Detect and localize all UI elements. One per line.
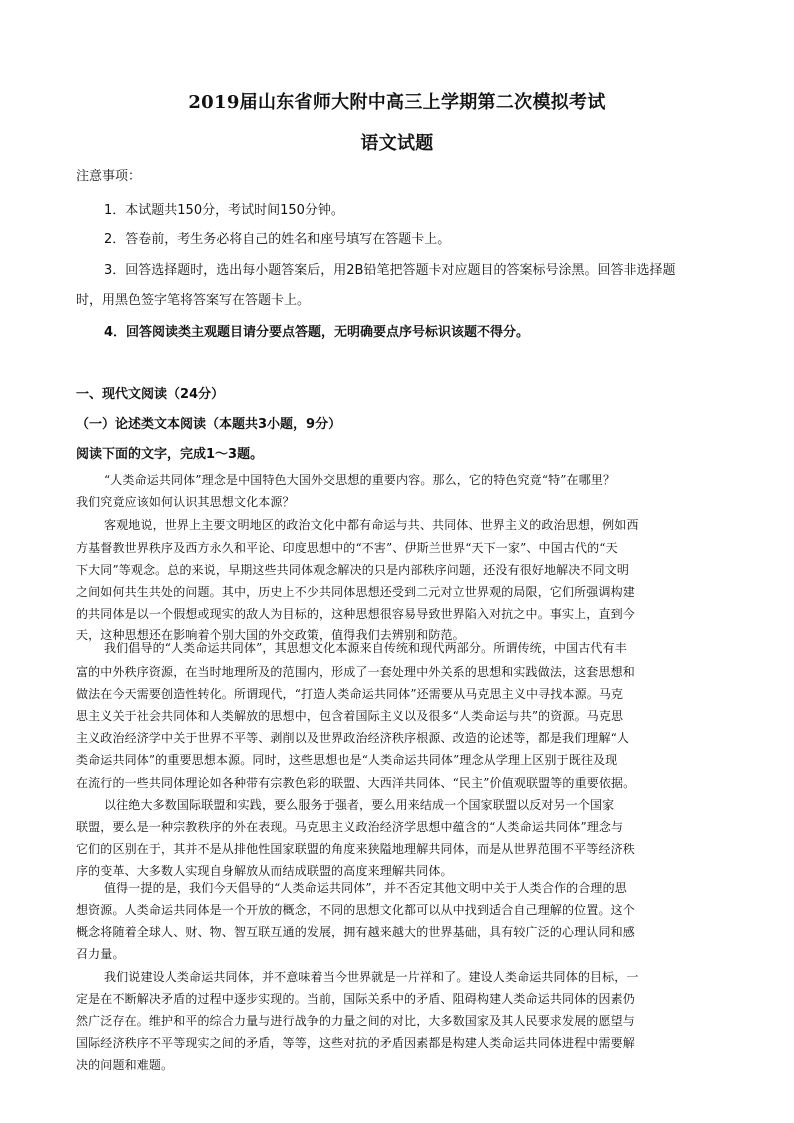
- passage-line: 以往绝大多数国际联盟和实践，要么服务于强者，要么用来结成一个国家联盟以反对另一个国家: [104, 798, 615, 812]
- passage-line: 下大同”等观念。总的来说，早期这些共同体观念解决的只是内部秩序问题，还没有很好地解决不同文明: [76, 563, 630, 577]
- passage-line: 富的中外秩序资源，在当时地理所及的范围内，形成了一套处理中外关系的思想和实践做法，这套思想和: [76, 665, 635, 679]
- passage-line: 我们究竟应该如何认识其思想文化本源？: [76, 495, 295, 509]
- exam-subject: 语文试题: [360, 133, 434, 154]
- passage-line: 然广泛存在。维护和平的综合力量与进行战争的力量之间的对比，大多数国家及其人民要求发展的愿望与: [76, 1014, 635, 1028]
- passage-line: 做法在今天需要创造性转化。所谓现代，“打造人类命运共同体”还需要从马克思主义中寻找本源。马克: [76, 687, 624, 701]
- passage-line: “人类命运共同体”理念是中国特色大国外交思想的重要内容。那么，它的特色究竟“特”在哪里？: [104, 473, 616, 487]
- notes-heading: 注意事项：: [76, 169, 142, 184]
- passage-line: 在流行的一些共同体理论如各种带有宗教色彩的联盟、大西洋共同体、“民主”价值观联盟等的重要依据。: [76, 776, 636, 790]
- passage-line: 定是在不断解决矛盾的过程中逐步实现的。当前，国际关系中的矛盾、阻碍构建人类命运共同体的因素仍: [76, 992, 635, 1006]
- passage-line: 客观地说，世界上主要文明地区的政治文化中都有命运与共、共同体、世界主义的政治思想，例如西: [104, 518, 639, 532]
- note-item-bold: 4．回答阅读类主观题目请分要点答题，无明确要点序号标识该题不得分。: [104, 325, 530, 340]
- note-item: 2．答卷前，考生务必将自己的姓名和座号填写在答题卡上。: [104, 232, 451, 247]
- exam-title: 2019届山东省师大附中高三上学期第二次模拟考试: [188, 92, 606, 113]
- note-item: 3．回答选择题时，选出每小题答案后，用2B铅笔把答题卡对应题目的答案标号涂黑。回答非选择题: [104, 263, 676, 278]
- passage-line: 思主义关于社会共同体和人类解放的思想中，包含着国际主义以及很多“人类命运与共”的资源。马克思: [76, 709, 624, 723]
- passage-line: 的共同体是以一个假想或现实的敌人为目标的，这种思想很容易导致世界陷入对抗之中。事实上，直到今: [76, 607, 635, 621]
- passage-line: 召力量。: [76, 947, 125, 961]
- passage-line: 方基督教世界秩序及西方永久和平论、印度思想中的“不害”、伊斯兰世界“天下一家”、中国古代的“天: [76, 541, 618, 555]
- section-heading: 一、现代文阅读（24分）: [76, 387, 225, 402]
- passage-line: 之间如何共生共处的问题。其中，历史上不少共同体思想还受到二元对立世界观的局限，它们所强调构建: [76, 585, 635, 599]
- passage-line: 序的变革、大多数人实现自身解放从而结成联盟的高度来理解共同体。: [76, 864, 453, 878]
- passage-line: 它们的区别在于，其并不是从排他性国家联盟的角度来狭隘地理解共同体，而是从世界范围不平等经济秩: [76, 842, 635, 856]
- passage-line: 联盟，要么是一种宗教秩序的外在表现。马克思主义政治经济学思想中蕴含的“人类命运共同体”理念与: [76, 820, 624, 834]
- passage-line: 值得一提的是，我们今天倡导的“人类命运共同体”，并不否定其他文明中关于人类合作的合理的思: [104, 881, 627, 895]
- passage-line: 我们倡导的“人类命运共同体”，其思想文化本源来自传统和现代两部分。所谓传统，中国古代有丰: [104, 641, 627, 655]
- passage-line: 决的问题和难题。: [76, 1058, 174, 1072]
- passage-line: 类命运共同体”的重要思想本源。同时，这些思想也是“人类命运共同体”理念从学理上区别于既往及现: [76, 753, 618, 767]
- passage-line: 主义政治经济学中关于世界不平等、剥削以及世界政治经济秩序根源、改造的论述等，都是我们理解“人: [76, 731, 630, 745]
- passage-line: 天，这种思想还在影响着个别大国的外交政策，值得我们去辨别和防范。: [76, 628, 465, 642]
- section-subheading: （一）论述类文本阅读（本题共3小题，9分）: [76, 417, 342, 432]
- note-item: 时，用黑色签字笔将答案写在答题卡上。: [76, 293, 311, 308]
- reading-instruction: 阅读下面的文字，完成1～3题。: [76, 447, 264, 462]
- note-item: 1．本试题共150分，考试时间150分钟。: [104, 203, 344, 218]
- passage-line: 国际经济秩序不平等现实之间的矛盾，等等，这些对抗的矛盾因素都是构建人类命运共同体进程中需要解: [76, 1036, 635, 1050]
- passage-line: 概念将随着全球人、财、物、智互联互通的发展，拥有越来越大的世界基础，具有较广泛的心理认同和感: [76, 925, 635, 939]
- passage-line: 想资源。人类命运共同体是一个开放的概念，不同的思想文化都可以从中找到适合自己理解的位置。这个: [76, 903, 635, 917]
- passage-line: 我们说建设人类命运共同体，并不意味着当今世界就是一片祥和了。建设人类命运共同体的目标，一: [104, 970, 639, 984]
